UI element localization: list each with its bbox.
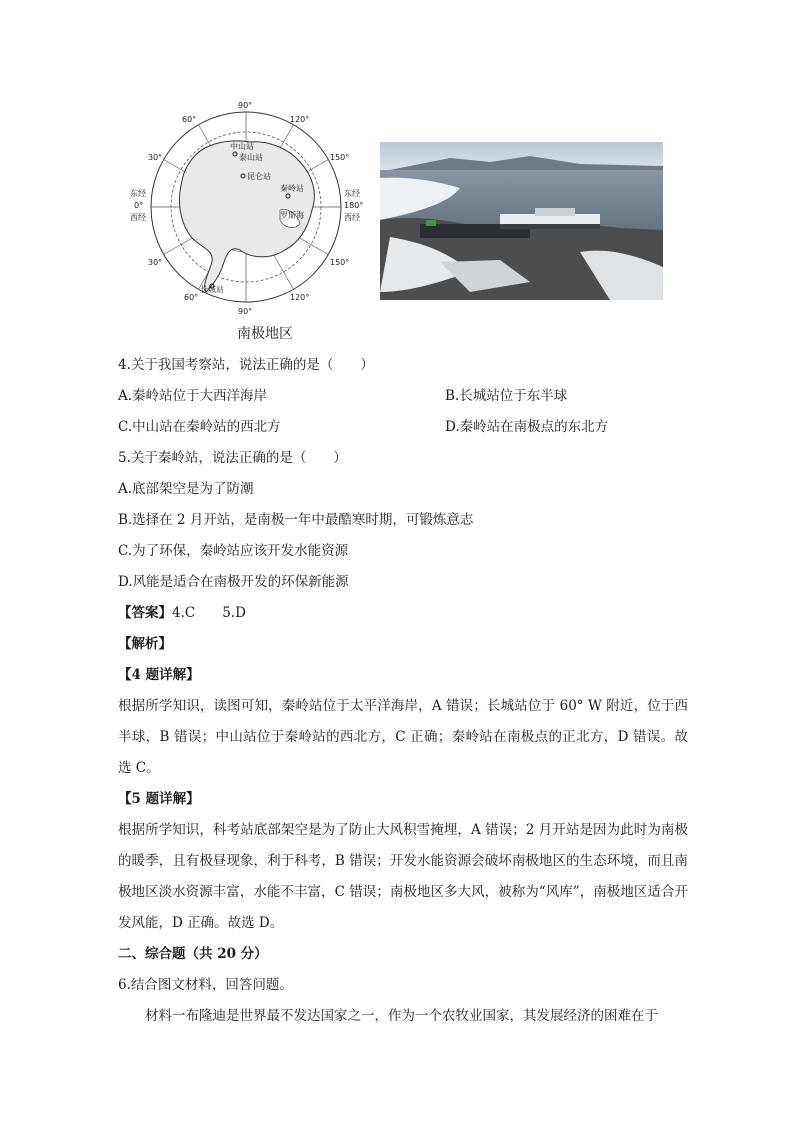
- answer-line: [118, 598, 688, 629]
- answer-value: 4.C 5.D: [172, 605, 246, 621]
- label-ross-sea: 罗斯海: [280, 211, 304, 220]
- label-tr-120: 120°: [290, 115, 310, 124]
- q4-option-c: C.中山站在秦岭站的西北方: [118, 419, 281, 435]
- label-west-longitude-left: 西经: [130, 213, 146, 222]
- detail5-label: 【5 题详解】: [118, 791, 200, 807]
- section2-title: 二、综合题（共 20 分）: [118, 946, 268, 962]
- q4-option-b: B.长城站位于东半球: [445, 388, 568, 404]
- label-tl-60: 60°: [182, 115, 197, 124]
- antarctica-map: [130, 100, 380, 350]
- label-l-30-bottom: 30°: [148, 258, 163, 267]
- q4-options-row-2: [118, 412, 688, 443]
- figure-row: [130, 100, 670, 350]
- q4-option-a: A.秦岭站位于大西洋海岸: [118, 388, 268, 404]
- q5-stem: 5.关于秦岭站，说法正确的是（ ）: [118, 450, 347, 466]
- q4-options-row-1: [118, 381, 688, 412]
- q4-stem: 4.关于我国考察站，说法正确的是（ ）: [118, 357, 374, 373]
- q6-stem: 6.结合图文材料，回答问题。: [118, 977, 293, 993]
- map-caption: 南极地区: [237, 326, 293, 342]
- antarctica-map-svg: [130, 100, 380, 330]
- detail5-text: 根据所学知识，科考站底部架空是为了防止大风积雪掩埋，A 错误；2 月开站是因为此时为南极的暖季，且有极昼现象，利于科考，B 错误；开发水能资源会破坏南极地区的生态环境，而且南极地区淡水资源丰富，水能不丰富，C 错误；南极地区多大风，被称为“风库”，南极地区适合开发风能，D 正确。故选 D。: [118, 822, 688, 931]
- label-bl-60: 60°: [184, 293, 199, 302]
- label-zero: 0°: [134, 201, 144, 210]
- qinling-station-photo: [380, 142, 663, 300]
- label-west-longitude-right: 西经: [344, 213, 360, 222]
- label-kunlun: 昆仑站: [247, 172, 271, 181]
- q5-option-d: D.风能是适合在南极开发的环保新能源: [118, 574, 349, 590]
- analysis-label: 【解析】: [118, 636, 172, 652]
- answer-label: 【答案】: [118, 605, 172, 621]
- label-bottom-90: 90°: [238, 307, 253, 316]
- label-taishan: 泰山站: [239, 153, 263, 162]
- question-content: [118, 350, 688, 1032]
- label-180: 180°: [344, 201, 364, 210]
- label-top-90: 90°: [238, 101, 253, 110]
- detail4-label: 【4 题详解】: [118, 667, 200, 683]
- material1-text: 材料一布隆迪是世界最不发达国家之一，作为一个农牧业国家，其发展经济的困难在于: [145, 1008, 658, 1024]
- q5-option-c: C.为了环保，秦岭站应该开发水能资源: [118, 543, 349, 559]
- label-r-150-bottom: 150°: [330, 258, 350, 267]
- label-br-120: 120°: [290, 293, 310, 302]
- photo-svg: [380, 142, 663, 300]
- label-r-150-top: 150°: [330, 153, 350, 162]
- label-east-longitude: 东经: [130, 189, 146, 198]
- label-east-longitude-right: 东经: [344, 189, 360, 198]
- label-great-wall: 长城站: [200, 285, 224, 294]
- label-l-30-top: 30°: [148, 153, 163, 162]
- q5-option-b: B.选择在 2 月开站，是南极一年中最酷寒时期，可锻炼意志: [118, 512, 474, 528]
- q4-option-d: D.秦岭站在南极点的东北方: [445, 419, 609, 435]
- q5-option-a: A.底部架空是为了防潮: [118, 481, 254, 497]
- label-zhongshan: 中山站: [230, 142, 254, 151]
- detail4-text: 根据所学知识，读图可知，秦岭站位于太平洋海岸，A 错误；长城站位于 60° W 附近，位于西半球，B 错误；中山站位于秦岭站的西北方，C 正确；秦岭站在南极点的正北方，D 错误。故选 C。: [118, 698, 688, 776]
- label-qinling: 秦岭站: [280, 184, 304, 193]
